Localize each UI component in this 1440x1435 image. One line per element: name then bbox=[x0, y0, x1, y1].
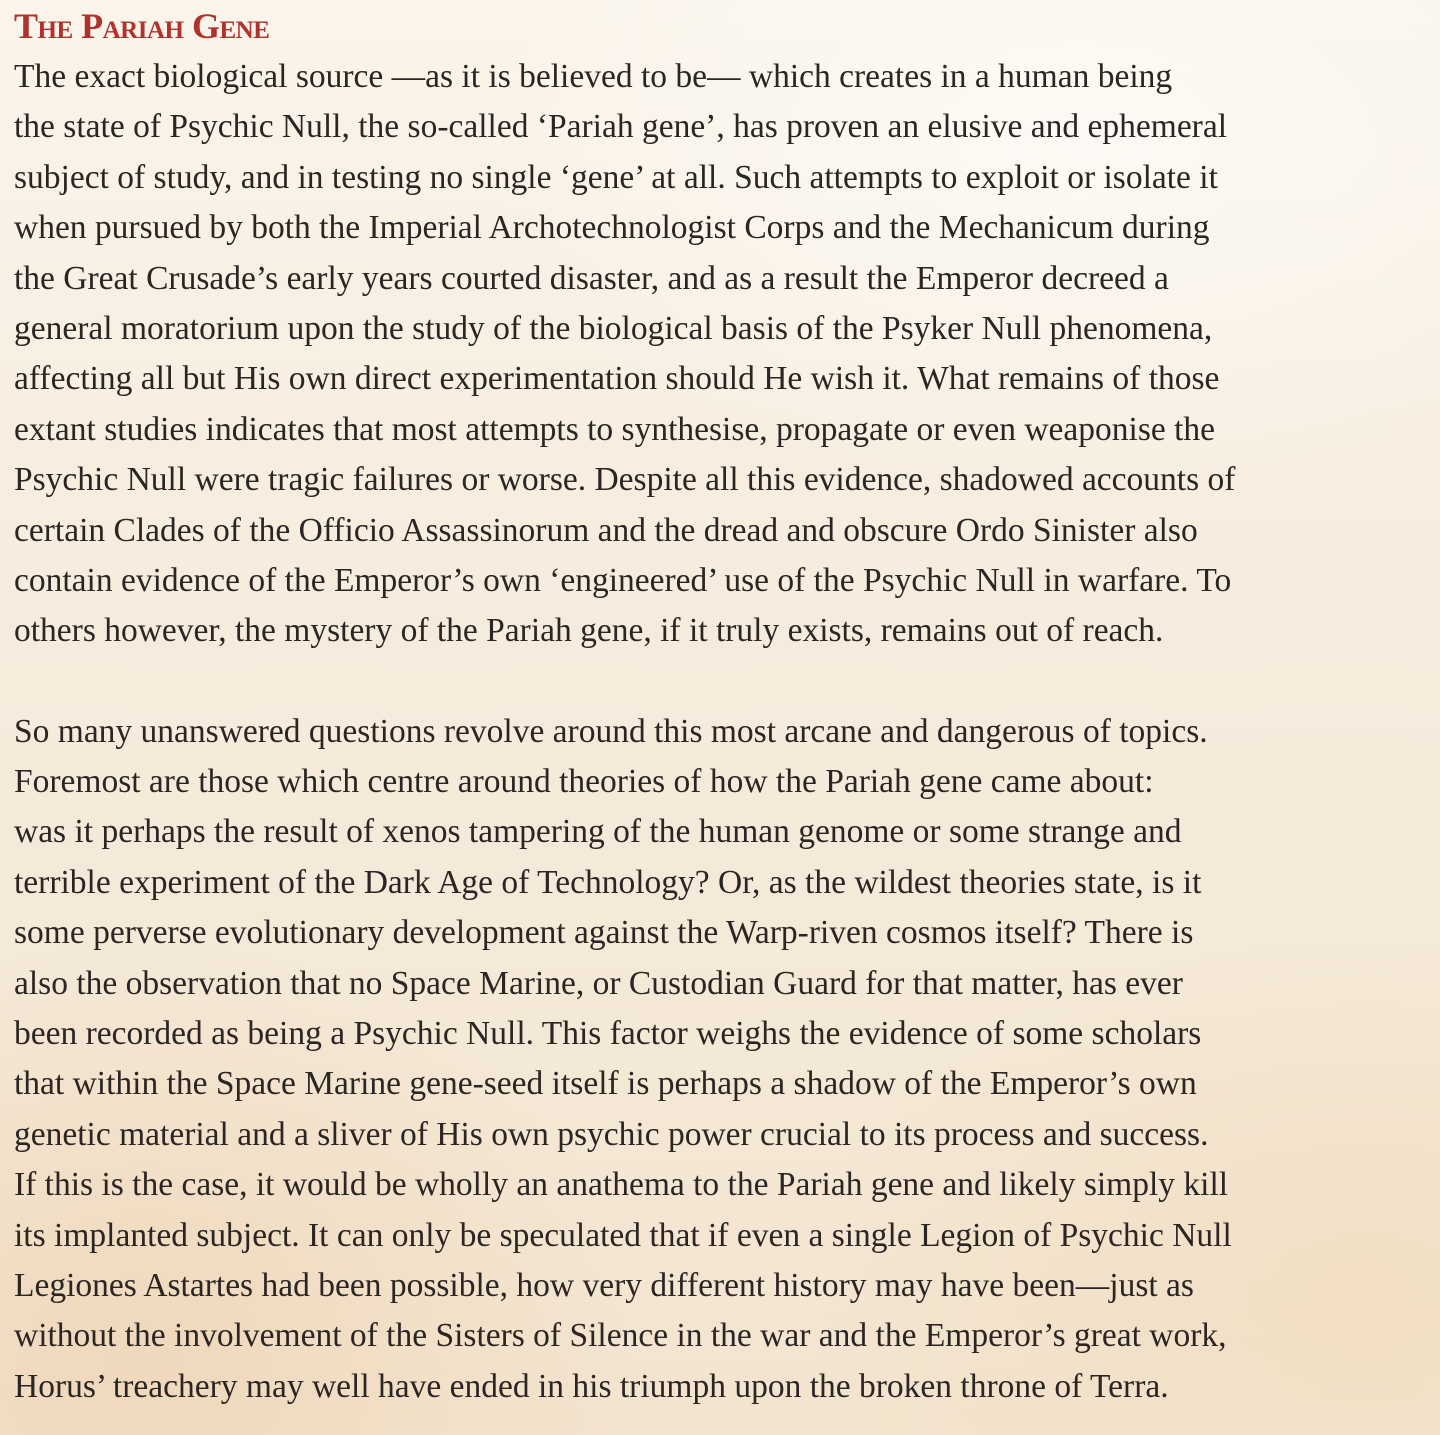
text-line: that within the Space Marine gene-seed itself is perhaps a shadow of the Emperor’s own bbox=[14, 1065, 1197, 1103]
document-page bbox=[14, 4, 1434, 1412]
text-line: the state of Psychic Null, the so-called ‘Pariah gene’, has proven an elusive and ephemeral bbox=[14, 108, 1228, 146]
text-line: general moratorium upon the study of the biological basis of the Psyker Null phenomena, bbox=[14, 309, 1213, 347]
text-line: So many unanswered questions revolve around this most arcane and dangerous of topics. bbox=[14, 712, 1208, 750]
text-line: others however, the mystery of the Pariah gene, if it truly exists, remains out of reach. bbox=[14, 612, 1164, 650]
text-line: Horus’ treachery may well have ended in his triumph upon the broken throne of Terra. bbox=[14, 1367, 1169, 1405]
paragraph-2 bbox=[14, 707, 1434, 1412]
text-line: contain evidence of the Emperor’s own ‘engineered’ use of the Psychic Null in warfare. To bbox=[14, 561, 1232, 599]
text-line: certain Clades of the Officio Assassinorum and the dread and obscure Ordo Sinister also bbox=[14, 511, 1198, 549]
text-line: Psychic Null were tragic failures or worse. Despite all this evidence, shadowed accounts of bbox=[14, 461, 1236, 499]
text-line: some perverse evolutionary development against the Warp-riven cosmos itself? There is bbox=[14, 914, 1194, 952]
text-line: the Great Crusade’s early years courted disaster, and as a result the Emperor decreed a bbox=[14, 259, 1169, 297]
text-line: The exact biological source —as it is believed to be— which creates in a human being bbox=[14, 58, 1173, 95]
text-line: without the involvement of the Sisters of Silence in the war and the Emperor’s great work, bbox=[14, 1317, 1227, 1355]
text-line: terrible experiment of the Dark Age of Technology? Or, as the wildest theories state, is it bbox=[14, 863, 1202, 901]
text-line: subject of study, and in testing no single ‘gene’ at all. Such attempts to exploit or isolate it bbox=[14, 158, 1218, 196]
section-heading: The Pariah Gene bbox=[14, 6, 270, 46]
text-line: affecting all but His own direct experimentation should He wish it. What remains of those bbox=[14, 360, 1220, 398]
text-line: Legiones Astartes had been possible, how very different history may have been—just as bbox=[14, 1266, 1194, 1304]
text-line: Foremost are those which centre around theories of how the Pariah gene came about: bbox=[14, 763, 1154, 801]
text-line: genetic material and a sliver of His own psychic power crucial to its process and success. bbox=[14, 1115, 1209, 1153]
text-line: been recorded as being a Psychic Null. This factor weighs the evidence of some scholars bbox=[14, 1015, 1202, 1053]
text-line: was it perhaps the result of xenos tampering of the human genome or some strange and bbox=[14, 813, 1182, 851]
text-line: its implanted subject. It can only be speculated that if even a single Legion of Psychic Null bbox=[14, 1216, 1232, 1254]
text-line: If this is the case, it would be wholly an anathema to the Pariah gene and likely simply kill bbox=[14, 1166, 1229, 1204]
paragraph-1 bbox=[14, 52, 1434, 657]
text-line: extant studies indicates that most attempts to synthesise, propagate or even weaponise the bbox=[14, 410, 1216, 448]
text-line: when pursued by both the Imperial Archotechnologist Corps and the Mechanicum during bbox=[14, 209, 1210, 247]
text-line: also the observation that no Space Marine, or Custodian Guard for that matter, has ever bbox=[14, 964, 1183, 1002]
